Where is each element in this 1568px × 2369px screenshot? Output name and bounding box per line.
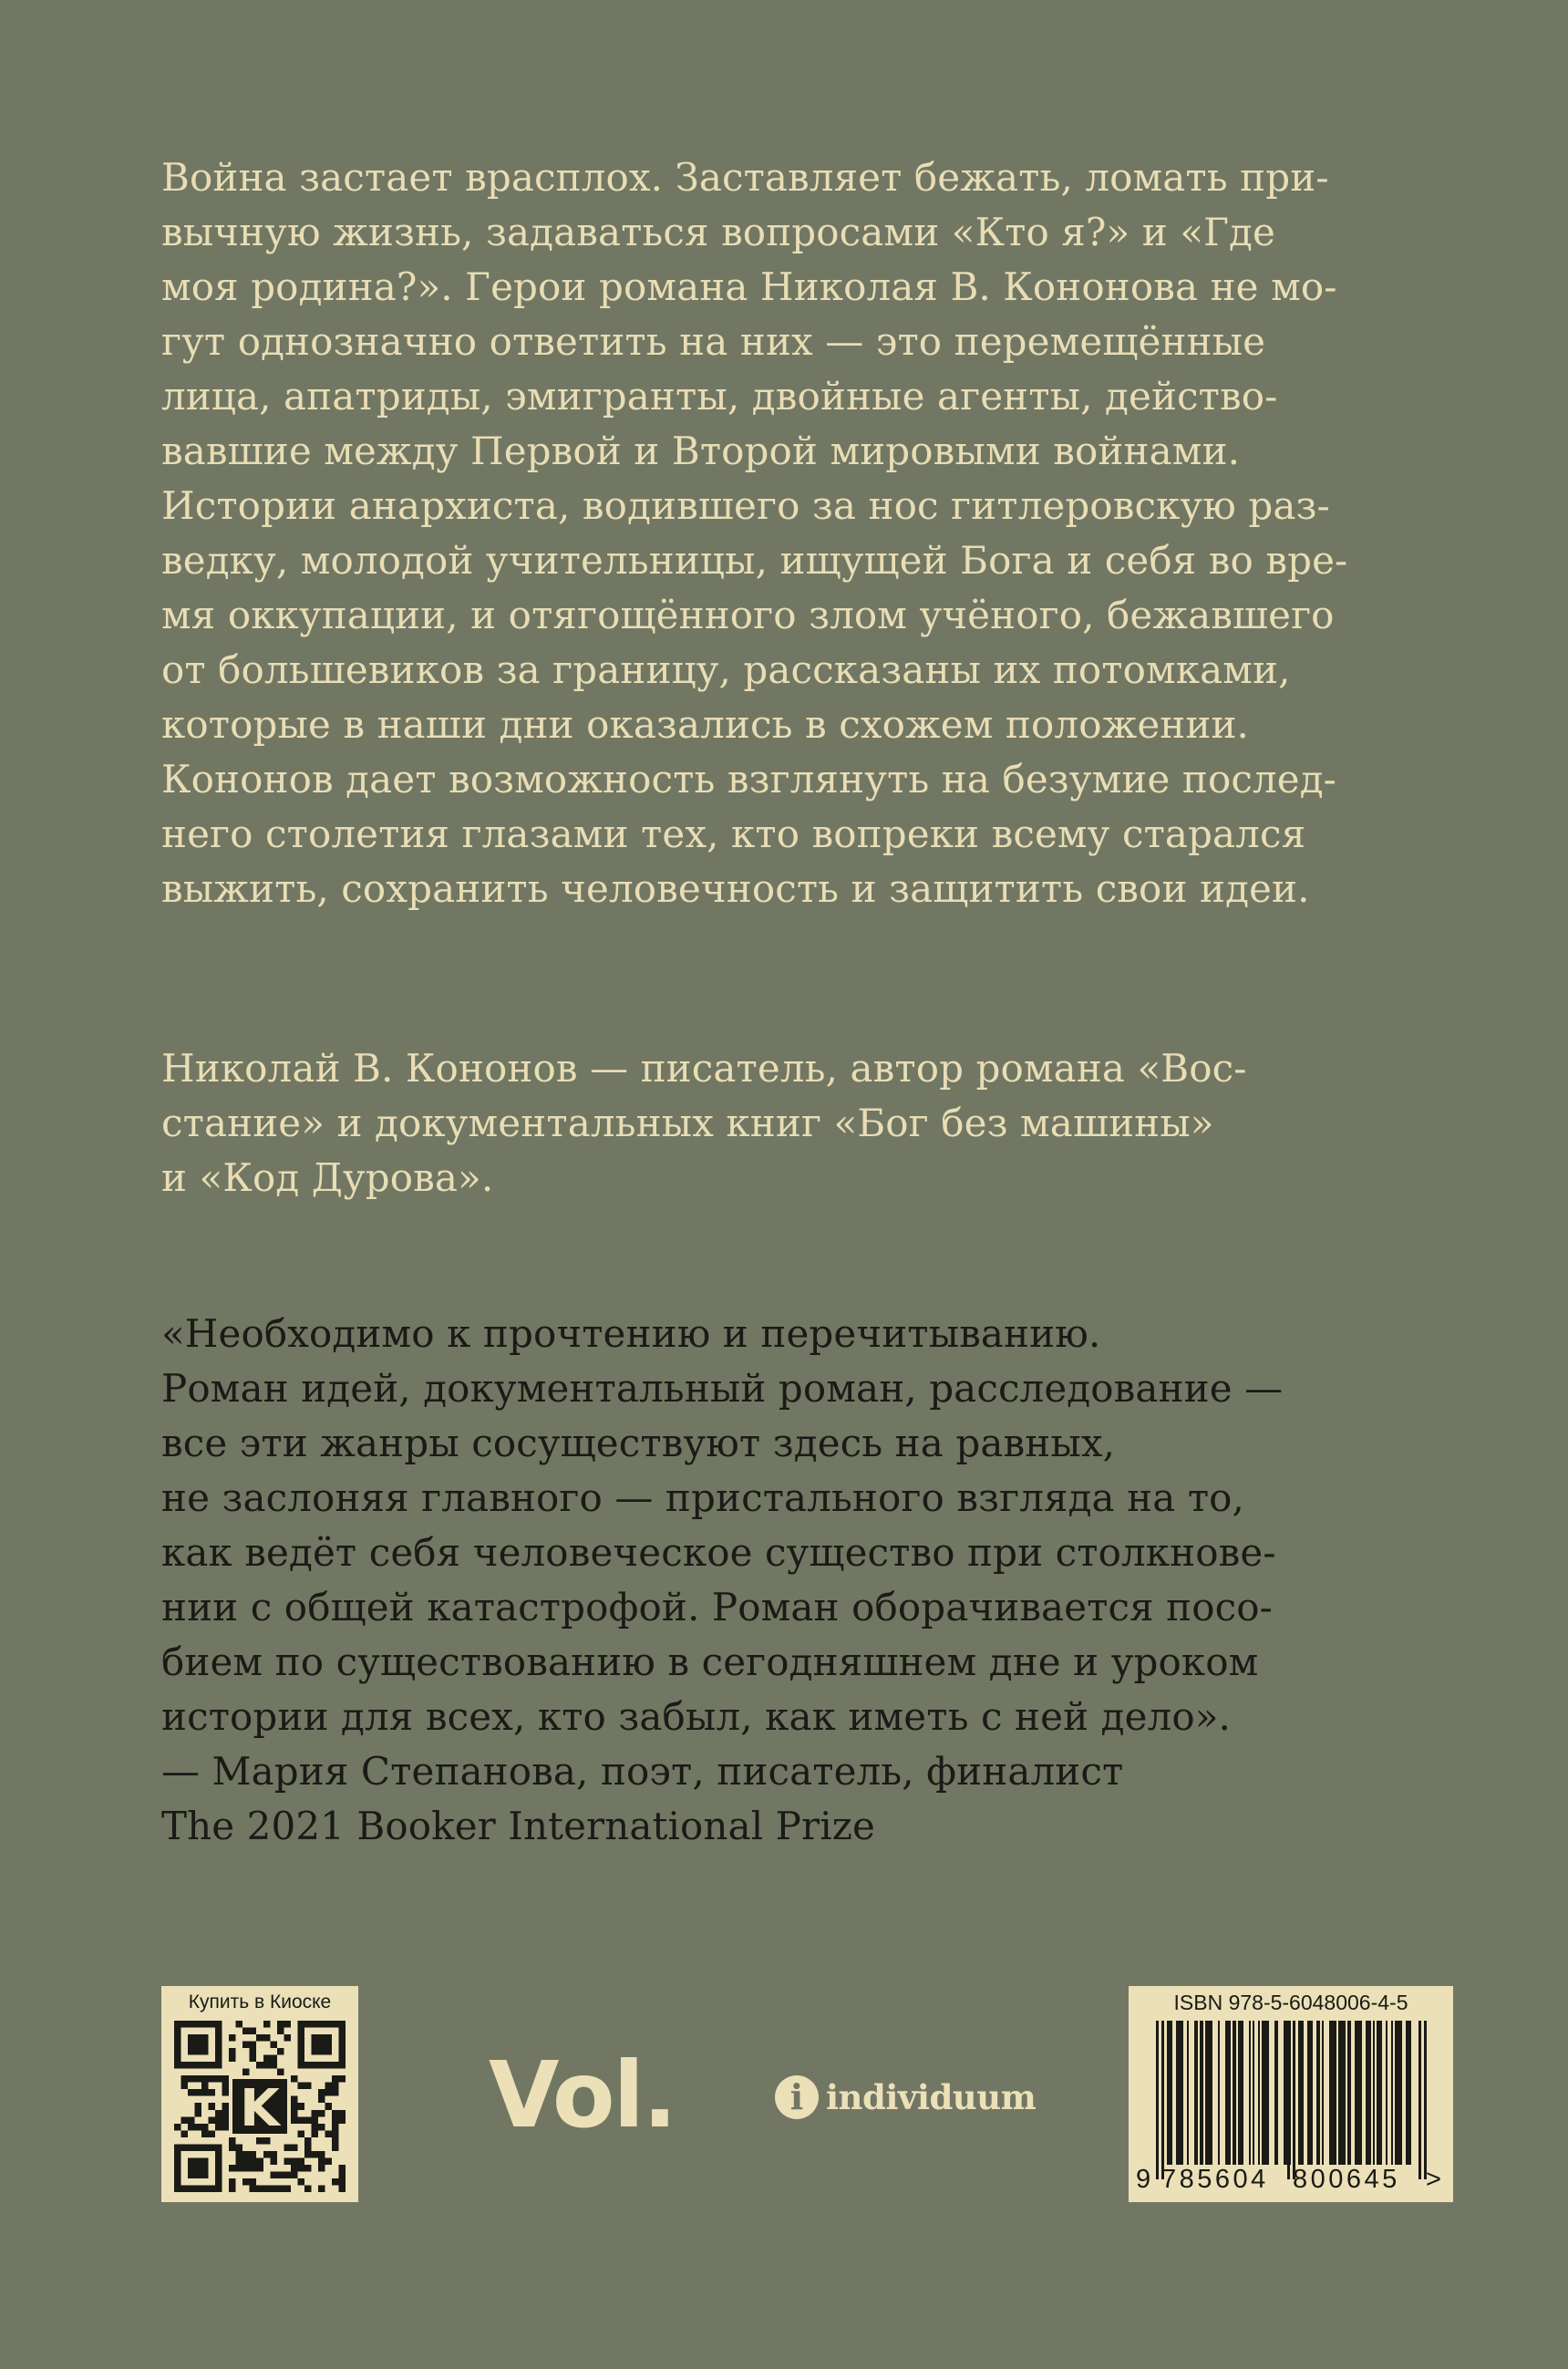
- author-bio-line: Николай В. Кононов — писатель, автор романа «Вос-: [161, 1046, 1247, 1091]
- individuum-i-icon: i: [775, 2075, 819, 2119]
- vol-publisher-logo: Vol.: [489, 2042, 676, 2148]
- review-line: как ведёт себя человеческое существо при столкнове-: [161, 1530, 1276, 1575]
- barcode-lead-digit: 9: [1136, 2165, 1154, 2194]
- review-line: Роман идей, документальный роман, расследование —: [161, 1366, 1284, 1411]
- description-line: Кононов дает возможность взглянуть на безумие послед-: [161, 757, 1336, 802]
- description-line: моя родина?». Герои романа Николая В. Кононова не мо-: [161, 264, 1337, 309]
- barcode-quiet-mark: >: [1426, 2165, 1445, 2194]
- description-line: него столетия глазами тех, кто вопреки всему старался: [161, 812, 1306, 856]
- individuum-wordmark: individuum: [826, 2077, 1037, 2117]
- description-line: вавшие между Первой и Второй мировыми войнами.: [161, 429, 1241, 473]
- description-line: Война застает врасплох. Заставляет бежать, ломать при-: [161, 155, 1329, 200]
- qr-center-letter: K: [240, 2079, 280, 2139]
- author-bio: [161, 1041, 1438, 1205]
- review-line: истории для всех, кто забыл, как иметь с ней дело».: [161, 1694, 1231, 1739]
- review-quote: [161, 1307, 1438, 1854]
- description-line: выжить, сохранить человечность и защитить свои идеи.: [161, 866, 1310, 911]
- barcode-digits: [1129, 2165, 1453, 2198]
- description-line: Истории анархиста, водившего за нос гитлеровскую раз-: [161, 483, 1330, 528]
- review-line: бием по существованию в сегодняшнем дне и уроком: [161, 1640, 1259, 1684]
- individuum-publisher-logo: [775, 2074, 1036, 2120]
- qr-label: Купить в Киоске: [188, 1991, 332, 2012]
- book-description: [161, 150, 1438, 916]
- review-line: не заслоняя главного — пристального взгляда на то,: [161, 1475, 1244, 1520]
- isbn-number: ISBN 978-5-6048006-4-5: [1173, 1991, 1408, 2014]
- qr-code-block[interactable]: [161, 1986, 358, 2202]
- description-line: гут однозначно ответить на них — это перемещённые: [161, 319, 1266, 364]
- review-line: «Необходимо к прочтению и перечитыванию.: [161, 1311, 1101, 1356]
- review-line: нии с общей катастрофой. Роман оборачивается посо-: [161, 1585, 1273, 1629]
- description-line: вычную жизнь, задаваться вопросами «Кто я?» и «Где: [161, 210, 1275, 254]
- qr-code-icon: [174, 2021, 346, 2192]
- review-attribution: The 2021 Booker International Prize: [161, 1804, 875, 1848]
- barcode-right-group: 800645: [1293, 2165, 1400, 2194]
- description-line: которые в наши дни оказались в схожем положении.: [161, 702, 1250, 747]
- author-bio-line: стание» и документальных книг «Бог без машины»: [161, 1101, 1214, 1145]
- review-attribution: — Мария Степанова, поэт, писатель, финалист: [161, 1749, 1124, 1794]
- description-line: ведку, молодой учительницы, ищущей Бога и себя во вре-: [161, 538, 1348, 583]
- barcode-left-group: 785604: [1161, 2165, 1269, 2194]
- isbn-barcode-block: [1129, 1986, 1453, 2202]
- description-line: лица, апатриды, эмигранты, двойные агенты, действо-: [161, 374, 1278, 419]
- review-line: все эти жанры сосуществуют здесь на равных,: [161, 1421, 1116, 1465]
- author-bio-line: и «Код Дурова».: [161, 1155, 494, 1200]
- description-line: от большевиков за границу, рассказаны их потомками,: [161, 647, 1291, 692]
- description-line: мя оккупации, и отягощённого злом учёного, бежавшего: [161, 593, 1335, 637]
